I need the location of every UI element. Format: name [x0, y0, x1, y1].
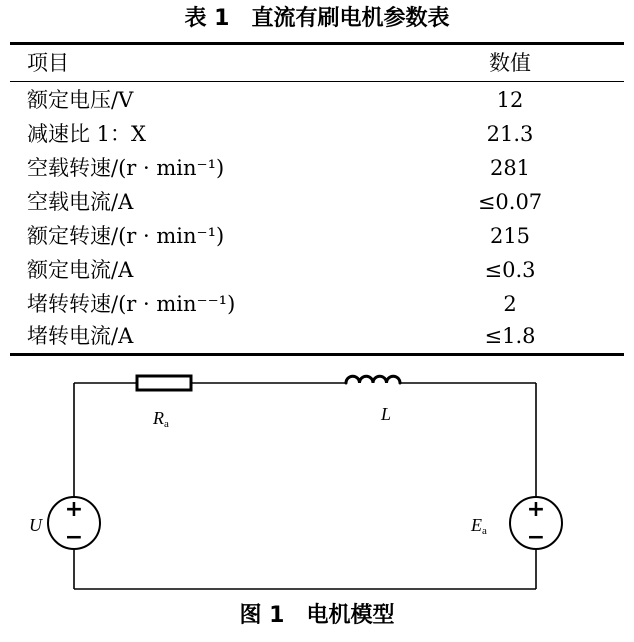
inductor-label: L	[381, 404, 392, 424]
row-value: 12	[496, 88, 524, 112]
inductor-symbol	[346, 376, 400, 383]
row-item: 堵转转速/(r · min⁻⁻¹)	[27, 292, 236, 316]
row-value: ≤0.07	[477, 190, 543, 214]
table-row	[10, 219, 624, 253]
header-value: 数值	[489, 51, 531, 75]
row-item: 空载转速/(r · min⁻¹)	[27, 156, 225, 180]
row-item: 额定转速/(r · min⁻¹)	[27, 224, 225, 248]
plus-icon: +	[526, 497, 546, 522]
table-row	[10, 83, 624, 117]
resistor-label-main: R	[153, 408, 164, 428]
minus-icon: −	[526, 525, 546, 550]
figure-caption: 图 1 电机模型	[239, 603, 395, 628]
table-bottom-rule	[10, 353, 624, 356]
table-row	[10, 253, 624, 287]
table-row	[10, 287, 624, 321]
table-header-rule	[10, 81, 624, 82]
circuit-diagram	[0, 360, 634, 600]
row-value: ≤0.3	[484, 258, 536, 282]
row-value: 21.3	[486, 122, 534, 146]
table-row	[10, 151, 624, 185]
row-value: ≤1.8	[484, 324, 536, 348]
row-item: 额定电流/A	[27, 258, 134, 282]
resistor-symbol	[137, 376, 191, 390]
table-top-rule	[10, 42, 624, 45]
source-u-label: U	[29, 515, 42, 535]
table-title: 表 1 直流有刷电机参数表	[184, 6, 450, 31]
source-ea-label-sub: a	[482, 525, 487, 537]
table-row	[10, 185, 624, 219]
row-value: 281	[489, 156, 531, 180]
table-row	[10, 319, 624, 353]
minus-icon: −	[64, 525, 84, 550]
row-value: 215	[489, 224, 531, 248]
circuit-wires	[74, 383, 536, 589]
header-item: 项目	[27, 51, 69, 75]
resistor-label	[152, 408, 169, 430]
table-header	[10, 46, 624, 80]
plus-icon: +	[64, 497, 84, 522]
table-row	[10, 117, 624, 151]
resistor-label-sub: a	[164, 418, 169, 430]
row-item: 减速比 1：X	[27, 122, 146, 146]
row-item: 空载电流/A	[27, 190, 134, 214]
source-ea-label	[470, 515, 487, 537]
source-ea-label-main: E	[471, 515, 482, 535]
row-item: 额定电压/V	[27, 88, 134, 112]
row-item: 堵转电流/A	[27, 324, 134, 348]
row-value: 2	[503, 292, 517, 316]
